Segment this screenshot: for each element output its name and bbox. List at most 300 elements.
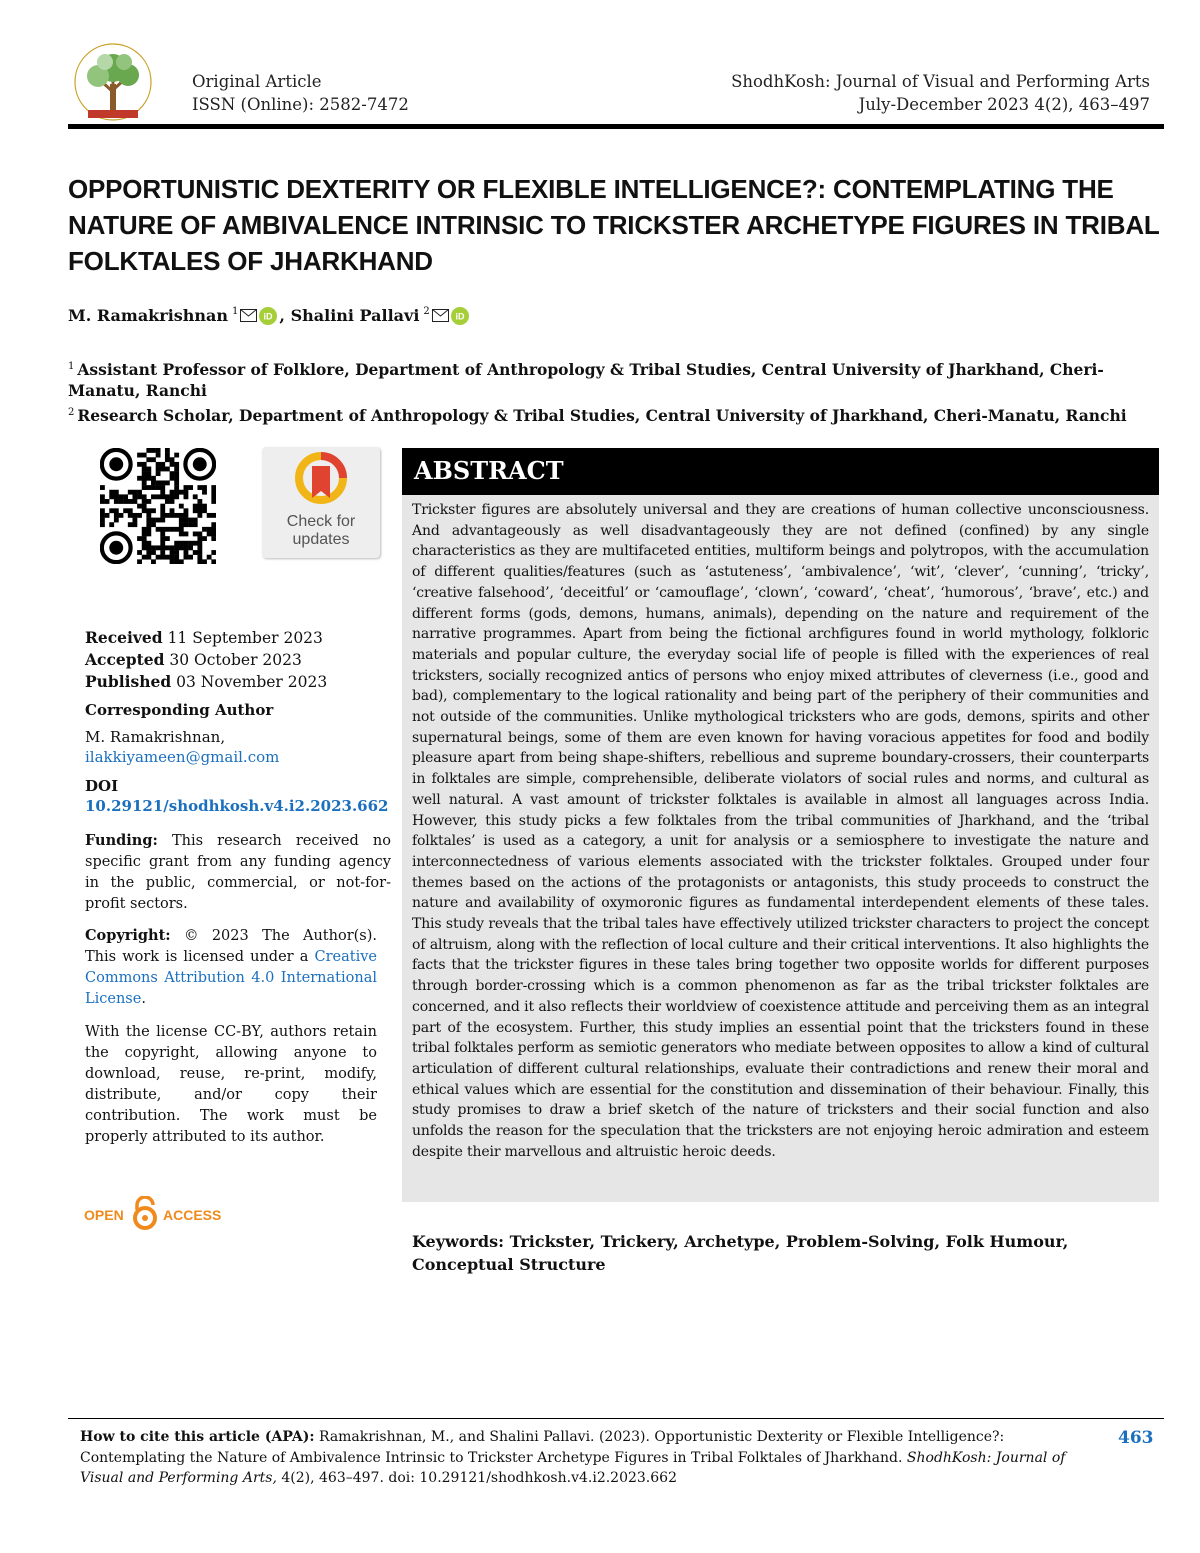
qr-module (197, 485, 202, 490)
qr-module (100, 522, 105, 527)
qr-module (132, 499, 137, 504)
qr-module (146, 532, 151, 537)
qr-module (184, 485, 189, 490)
qr-module (170, 499, 175, 504)
qr-module (160, 494, 165, 499)
qr-module (170, 559, 175, 564)
received-label: Received (85, 628, 163, 647)
check-label-2: updates (292, 531, 350, 548)
qr-module (137, 504, 142, 509)
qr-module (123, 508, 128, 513)
qr-module (174, 471, 179, 476)
footer-rule (68, 1418, 1164, 1419)
qr-module (193, 532, 198, 537)
qr-module (100, 518, 105, 523)
qr-module (160, 504, 165, 509)
affiliation-text: Research Scholar, Department of Anthropology & Tribal Studies, Central University of Jharkhand, Cheri-Manatu, Ranchi (77, 406, 1127, 426)
qr-module (197, 499, 202, 504)
copyright-label: Copyright: (85, 927, 171, 944)
qr-module (142, 541, 147, 546)
accepted-row (85, 649, 327, 671)
qr-module (165, 499, 170, 504)
qr-module (156, 545, 161, 550)
qr-module (137, 559, 142, 564)
qr-module (156, 462, 161, 467)
qr-module (207, 527, 212, 532)
qr-module (184, 522, 189, 527)
qr-module (184, 555, 189, 560)
authors-line (68, 306, 471, 325)
qr-module (142, 508, 147, 513)
article-dates (85, 627, 327, 693)
qr-module (170, 513, 175, 518)
qr-module (211, 532, 216, 537)
qr-module (105, 499, 110, 504)
published-date: 03 November 2023 (171, 673, 328, 691)
qr-module (202, 559, 207, 564)
qr-module (128, 490, 133, 495)
funding-statement (85, 830, 391, 915)
qr-module (156, 527, 161, 532)
qr-module (109, 494, 114, 499)
qr-module (207, 513, 212, 518)
qr-module (179, 541, 184, 546)
qr-module (165, 513, 170, 518)
qr-finder-dot (109, 457, 123, 471)
qr-module (197, 555, 202, 560)
author-sup: 1 (232, 306, 239, 317)
paper-title: OPPORTUNISTIC DEXTERITY OR FLEXIBLE INTELLIGENCE?: CONTEMPLATING THE NATURE OF AMBIVALENCE INTRINSIC TO TRICKSTER ARCHETYPE FIGURES IN TRIBAL FOLKTALES OF JHARKHAND (68, 174, 1160, 276)
qr-module (142, 476, 147, 481)
qr-module (197, 532, 202, 537)
qr-module (151, 550, 156, 555)
qr-module (142, 480, 147, 485)
qr-module (170, 550, 175, 555)
copyright-end: . (141, 991, 146, 1007)
qr-module (188, 541, 193, 546)
qr-module (100, 499, 105, 504)
qr-module (146, 457, 151, 462)
qr-module (156, 485, 161, 490)
qr-module (202, 536, 207, 541)
qr-module (119, 499, 124, 504)
author-sup: 2 (423, 306, 430, 317)
qr-module (114, 499, 119, 504)
qr-module (151, 494, 156, 499)
qr-module (160, 508, 165, 513)
qr-module (202, 508, 207, 513)
affiliation-2 (68, 402, 1148, 426)
qr-module (160, 536, 165, 541)
qr-module (151, 545, 156, 550)
qr-module (207, 555, 212, 560)
affiliation-sup: 2 (68, 407, 75, 418)
doi-link[interactable]: 10.29121/shodhkosh.v4.i2.2023.662 (85, 797, 389, 815)
author-name: , Shalini Pallavi (279, 306, 420, 325)
qr-module (123, 499, 128, 504)
qr-module (165, 494, 170, 499)
qr-module (165, 457, 170, 462)
qr-module (109, 490, 114, 495)
qr-module (170, 476, 175, 481)
qr-module (197, 504, 202, 509)
qr-module (160, 518, 165, 523)
qr-module (132, 494, 137, 499)
qr-module (207, 532, 212, 537)
qr-module (109, 522, 114, 527)
qr-module (160, 490, 165, 495)
qr-module (179, 545, 184, 550)
svg-text:iD: iD (455, 311, 465, 321)
qr-module (114, 494, 119, 499)
qr-module (211, 559, 216, 564)
qr-module (132, 518, 137, 523)
citation-journal: ShodhKosh: Journal of Visual and Performing Arts, (80, 1449, 1066, 1486)
qr-module (179, 532, 184, 537)
received-date: 11 September 2023 (162, 629, 323, 647)
qr-module (137, 550, 142, 555)
qr-module (170, 462, 175, 467)
qr-module (193, 518, 198, 523)
qr-module (174, 555, 179, 560)
qr-module (105, 513, 110, 518)
qr-module (202, 490, 207, 495)
qr-module (146, 499, 151, 504)
open-access-right: ACCESS (163, 1207, 222, 1223)
qr-module (174, 541, 179, 546)
license-link[interactable]: Creative Commons Attribution 4.0 International License (85, 949, 377, 1007)
qr-module (142, 453, 147, 458)
qr-module (146, 513, 151, 518)
qr-module (174, 545, 179, 550)
qr-module (179, 522, 184, 527)
qr-module (193, 494, 198, 499)
citation (80, 1427, 1080, 1489)
qr-module (174, 462, 179, 467)
qr-module (137, 536, 142, 541)
qr-module (179, 513, 184, 518)
qr-module (174, 513, 179, 518)
funding-text: This research received no specific grant from any funding agency in the public, commercial, or not-for-profit sectors. (85, 833, 391, 912)
qr-module (188, 485, 193, 490)
qr-module (156, 471, 161, 476)
qr-module (146, 467, 151, 472)
doi-label: DOI (85, 777, 119, 795)
journal-name: ShodhKosh: Journal of Visual and Performing Arts (731, 72, 1150, 91)
qr-module (128, 522, 133, 527)
qr-module (156, 448, 161, 453)
qr-module (193, 508, 198, 513)
qr-module (146, 518, 151, 523)
qr-module (142, 532, 147, 537)
qr-module (160, 532, 165, 537)
qr-module (184, 508, 189, 513)
qr-module (211, 513, 216, 518)
citation-end: 4(2), 463–497. doi: 10.29121/shodhkosh.v4.i2.2023.662 (276, 1470, 677, 1486)
qr-module (179, 559, 184, 564)
qr-module (137, 453, 142, 458)
qr-module (151, 522, 156, 527)
qr-module (184, 550, 189, 555)
qr-module (211, 550, 216, 555)
orcid-icon[interactable] (451, 307, 469, 325)
qr-module (146, 527, 151, 532)
qr-module (156, 555, 161, 560)
corresponding-author-name: M. Ramakrishnan, (85, 728, 226, 746)
qr-module (170, 508, 175, 513)
qr-module (100, 508, 105, 513)
qr-module (193, 522, 198, 527)
qr-module (100, 485, 105, 490)
check-label-1: Check for (286, 513, 356, 530)
qr-module (137, 476, 142, 481)
qr-module (160, 545, 165, 550)
citation-text: Ramakrishnan, M., and Shalini Pallavi. (2023). Opportunistic Dexterity or Flexible Intelligence?: Contemplating the Nature of Ambivalence Intrinsic to Trickster Archetype Figures in Tribal Folktales of Jharkhand. (80, 1429, 1005, 1466)
email-icon[interactable] (432, 309, 449, 322)
qr-code[interactable] (100, 448, 216, 564)
qr-module (132, 490, 137, 495)
qr-module (202, 527, 207, 532)
qr-module (151, 448, 156, 453)
issn: ISSN (Online): 2582-7472 (192, 95, 409, 114)
qr-module (197, 513, 202, 518)
qr-module (160, 480, 165, 485)
qr-module (170, 494, 175, 499)
qr-module (202, 485, 207, 490)
qr-module (165, 536, 170, 541)
qr-module (114, 490, 119, 495)
email-icon[interactable] (240, 309, 257, 322)
qr-module (197, 508, 202, 513)
qr-module (128, 499, 133, 504)
qr-module (211, 527, 216, 532)
affiliation-text: Assistant Professor of Folklore, Department of Anthropology & Tribal Studies, Central University of Jharkhand, Cheri-Manatu, Ranchi (68, 360, 1104, 401)
issue-info: July-December 2023 4(2), 463–497 (858, 95, 1150, 114)
qr-module (151, 518, 156, 523)
qr-module (132, 522, 137, 527)
article-type: Original Article (192, 72, 322, 91)
journal-logo (70, 40, 156, 126)
open-access-logo (84, 1196, 234, 1232)
qr-module (188, 518, 193, 523)
qr-module (142, 471, 147, 476)
qr-module (142, 467, 147, 472)
qr-module (142, 504, 147, 509)
published-label: Published (85, 672, 172, 691)
qr-module (184, 532, 189, 537)
qr-module (174, 494, 179, 499)
citation-label: How to cite this article (APA): (80, 1429, 315, 1445)
crossmark-icon (295, 452, 347, 512)
qr-module (151, 559, 156, 564)
qr-module (146, 541, 151, 546)
qr-module (170, 471, 175, 476)
qr-module (128, 508, 133, 513)
copyright-text: © 2023 The Author(s). This work is licensed under a (85, 928, 377, 965)
qr-module (146, 545, 151, 550)
header-rule (68, 124, 1164, 129)
qr-module (197, 541, 202, 546)
header-right (731, 70, 1150, 116)
qr-module (160, 527, 165, 532)
affiliation-1 (68, 356, 1148, 401)
qr-module (170, 555, 175, 560)
qr-module (211, 494, 216, 499)
qr-module (170, 457, 175, 462)
qr-module (170, 527, 175, 532)
qr-module (142, 462, 147, 467)
qr-module (165, 448, 170, 453)
qr-module (211, 485, 216, 490)
qr-module (146, 448, 151, 453)
qr-module (119, 513, 124, 518)
corresponding-email-link[interactable]: ilakkiyameen@gmail.com (85, 748, 280, 766)
qr-module (146, 471, 151, 476)
qr-module (151, 457, 156, 462)
qr-module (160, 541, 165, 546)
qr-module (179, 527, 184, 532)
qr-module (160, 467, 165, 472)
qr-module (146, 476, 151, 481)
qr-module (184, 513, 189, 518)
check-for-updates-button[interactable] (262, 447, 380, 558)
qr-module (142, 555, 147, 560)
qr-module (165, 545, 170, 550)
qr-module (146, 508, 151, 513)
qr-module (174, 467, 179, 472)
qr-module (165, 453, 170, 458)
qr-module (184, 545, 189, 550)
qr-module (174, 453, 179, 458)
qr-module (184, 518, 189, 523)
funding-label: Funding: (85, 832, 158, 849)
qr-module (100, 513, 105, 518)
qr-module (174, 559, 179, 564)
qr-module (211, 536, 216, 541)
qr-module (174, 476, 179, 481)
qr-module (119, 494, 124, 499)
orcid-icon[interactable] (259, 307, 277, 325)
qr-module (142, 494, 147, 499)
qr-module (184, 494, 189, 499)
qr-module (179, 490, 184, 495)
qr-module (197, 550, 202, 555)
qr-module (151, 485, 156, 490)
qr-module (197, 536, 202, 541)
qr-module (146, 522, 151, 527)
qr-module (146, 555, 151, 560)
affiliation-sup: 1 (68, 361, 75, 372)
qr-module (156, 467, 161, 472)
qr-finder-dot (109, 541, 123, 555)
qr-module (197, 559, 202, 564)
qr-module (179, 504, 184, 509)
svg-text:iD: iD (263, 311, 273, 321)
qr-module (165, 527, 170, 532)
corresponding-author-label: Corresponding Author (85, 701, 274, 719)
qr-module (151, 480, 156, 485)
qr-module (193, 550, 198, 555)
qr-module (188, 545, 193, 550)
qr-module (109, 508, 114, 513)
qr-module (142, 527, 147, 532)
qr-finder-dot (193, 457, 207, 471)
qr-module (114, 513, 119, 518)
qr-module (160, 513, 165, 518)
qr-module (165, 480, 170, 485)
qr-module (211, 499, 216, 504)
qr-module (151, 476, 156, 481)
qr-module (114, 508, 119, 513)
qr-module (132, 513, 137, 518)
qr-module (156, 453, 161, 458)
qr-module (179, 518, 184, 523)
qr-module (184, 490, 189, 495)
qr-module (100, 494, 105, 499)
qr-module (184, 541, 189, 546)
qr-module (160, 485, 165, 490)
published-row (85, 671, 327, 693)
open-access-left: OPEN (84, 1207, 124, 1223)
qr-module (211, 490, 216, 495)
abstract-heading: ABSTRACT (414, 456, 564, 485)
qr-module (170, 545, 175, 550)
qr-module (160, 462, 165, 467)
qr-module (123, 494, 128, 499)
copyright-statement (85, 925, 377, 1010)
qr-module (137, 462, 142, 467)
qr-module (142, 485, 147, 490)
qr-module (188, 522, 193, 527)
qr-module (137, 494, 142, 499)
qr-module (170, 490, 175, 495)
qr-module (146, 485, 151, 490)
qr-module (128, 513, 133, 518)
qr-module (197, 545, 202, 550)
header-left (192, 70, 409, 116)
qr-module (174, 490, 179, 495)
qr-module (193, 541, 198, 546)
qr-module (174, 550, 179, 555)
qr-module (114, 518, 119, 523)
qr-module (146, 550, 151, 555)
qr-module (160, 550, 165, 555)
accepted-date: 30 October 2023 (164, 651, 302, 669)
qr-module (188, 555, 193, 560)
accepted-label: Accepted (85, 650, 165, 669)
abstract-text: Trickster figures are absolutely universal and they are creations of human collective unconsciousness. And advantageously as well disadvantageously they are not defined (confined) by any single characteristics as they are multifaceted entities, multiform beings and polytropos, with the accumulation of different qualities/features (such as ‘astuteness’, ‘ambivalence’, ‘wit’, ‘clever’, ‘cunning’, ‘tricky’, ‘creative falsehood’, ‘deceitful’ or ‘camouflage’, ‘clown’, ‘coward’, ‘cheat’, ‘humorous’, ‘brave’, etc.) and different forms (gods, demons, humans, animals), depending on the nature and requirement of the narrative programmes. Apart from being the fictional archfigures found in world mythology, folkloric materials and popular culture, the everyday social life of people is filled with the experiences of real tricksters, socially recognized antics of persons who enjoy mixed attributes of cleverness (i.e., good and bad), complementary to the logical rationality and being part of the periphery of their communities and not outside of the communities. Unlike mythological tricksters who are gods, demons, spirits and other supernatural beings, some of them are even known for having voracious appetites for food and bodily pleasure apart from being shape-shifters, rebellious and supreme boundary-crossers, their counterparts in folktales are simple, comprehensible, deliberate violators of social rules and norms, and cultural as well natural. A vast amount of trickster folktales is available in almost all languages across India. However, this study picks a few folktales from the tribal communities of Jharkhand, and the ‘tribal folktales’ is used as a category, a unit for analysis or a semiosphere to investigate the nature and interconnectedness of various elements associated with the trickster folktales. Grouped under four themes based on the actions of the protagonists or antagonists, this study proceeds to construct the nature and availability of oxymoronic figures as fundamental interdependent elements of these tales. This study reveals that the tribal tales have effectively utilized trickster characters to project the concept of altruism, along with the reflection of local culture and their critical interventions. It also highlights the facts that the trickster figures in these tales bring together two opposite worlds for different purposes through border-crossing which is a common phenomenon as far as the tribal trickster folktales are concerned, and it also reflects their worldview of coexistence attitude and perceiving them as an integral part of the ecosystem. Further, this study implies an essential point that the tricksters found in these tribal folktales perform as semiotic generators who mediate between opposites to allow a kind of cultural articulation of different cultural relationships, evaluate their contradictions and renew their moral and ethical values which are essential for the constitution and dissemination of their behaviour. Finally, this study promises to draw a brief sketch of the nature of tricksters and their social function and also unfolds the reason for the speculation that the tricksters are not enjoying heroic admiration and esteem despite their marvellous and altruistic heroic deeds. (412, 502, 1149, 1160)
qr-module (142, 499, 147, 504)
qr-module (165, 467, 170, 472)
qr-module (156, 480, 161, 485)
qr-module (160, 555, 165, 560)
qr-module (174, 527, 179, 532)
qr-module (193, 504, 198, 509)
page-number: 463 (1118, 1428, 1154, 1448)
qr-module (165, 555, 170, 560)
qr-module (174, 485, 179, 490)
qr-module (174, 480, 179, 485)
qr-module (137, 513, 142, 518)
qr-module (142, 545, 147, 550)
qr-module (151, 508, 156, 513)
license-text: With the license CC-BY, authors retain the copyright, allowing anyone to download, reuse, re-print, modify, distribute, and/or copy their contribution. The work must be properly attributed to its author. (85, 1024, 377, 1145)
qr-module (137, 490, 142, 495)
received-row (85, 627, 327, 649)
qr-module (142, 536, 147, 541)
author-name: M. Ramakrishnan (68, 306, 229, 325)
qr-module (156, 518, 161, 523)
